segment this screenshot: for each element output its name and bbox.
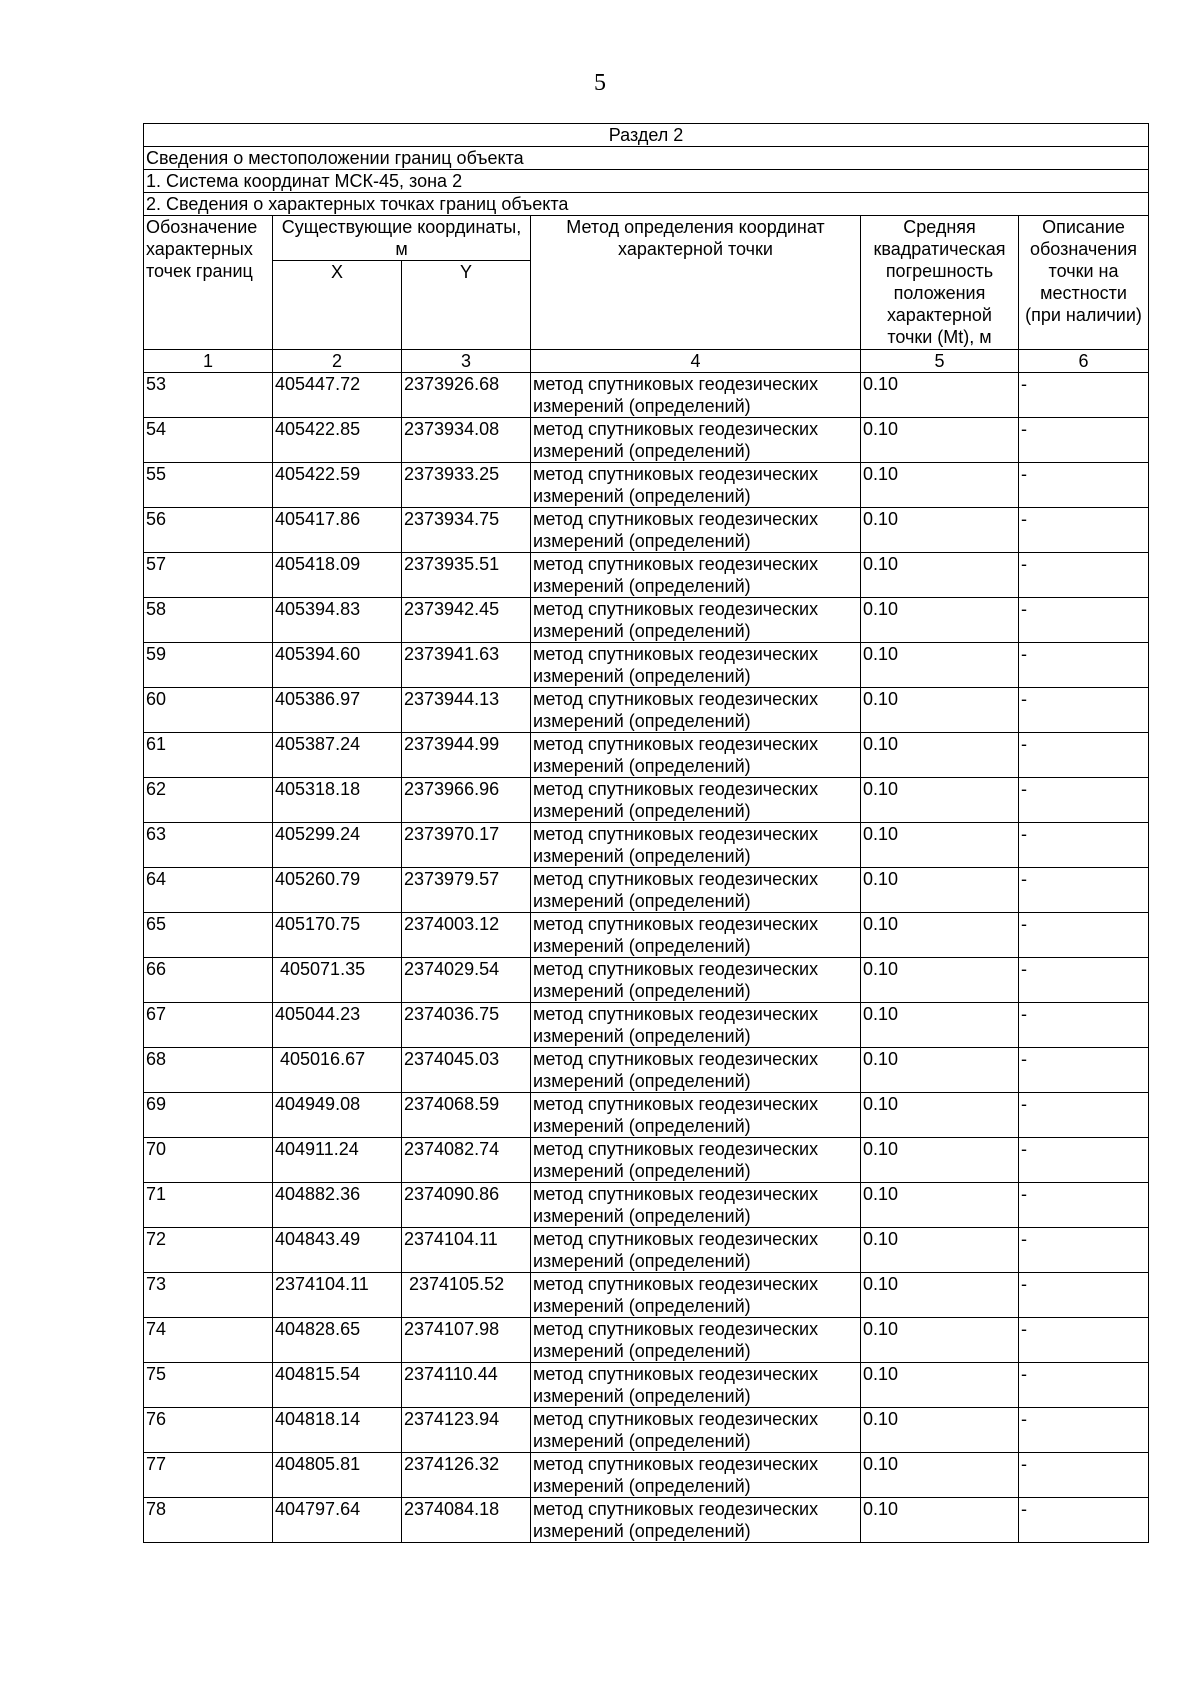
method: метод спутниковых геодезических измерений (определений) xyxy=(531,598,861,643)
mt-error: 0.10 xyxy=(861,1138,1019,1183)
coord-x: 2374104.11 xyxy=(273,1273,402,1318)
method: метод спутниковых геодезических измерений (определений) xyxy=(531,1138,861,1183)
method: метод спутниковых геодезических измерений (определений) xyxy=(531,463,861,508)
coord-x: 405299.24 xyxy=(273,823,402,868)
coord-y: 2374029.54 xyxy=(402,958,531,1003)
table-row xyxy=(144,823,1149,868)
coord-y: 2373933.25 xyxy=(402,463,531,508)
coord-y: 2373941.63 xyxy=(402,643,531,688)
point-description: - xyxy=(1019,1453,1149,1498)
table-row xyxy=(144,1048,1149,1093)
table-row xyxy=(144,1453,1149,1498)
point-description: - xyxy=(1019,1228,1149,1273)
point-description: - xyxy=(1019,553,1149,598)
column-number: 1 xyxy=(144,350,273,373)
table-row xyxy=(144,508,1149,553)
mt-error: 0.10 xyxy=(861,463,1019,508)
section-subtitle: Сведения о местоположении границ объекта xyxy=(144,147,1149,170)
mt-error: 0.10 xyxy=(861,553,1019,598)
point-id: 53 xyxy=(144,373,273,418)
point-description: - xyxy=(1019,1318,1149,1363)
table-row xyxy=(144,913,1149,958)
coord-x: 404911.24 xyxy=(273,1138,402,1183)
coord-y: 2373926.68 xyxy=(402,373,531,418)
point-id: 74 xyxy=(144,1318,273,1363)
mt-error: 0.10 xyxy=(861,1498,1019,1543)
point-id: 73 xyxy=(144,1273,273,1318)
table-row xyxy=(144,1363,1149,1408)
column-number: 6 xyxy=(1019,350,1149,373)
point-id: 70 xyxy=(144,1138,273,1183)
table-row xyxy=(144,1408,1149,1453)
table-row xyxy=(144,733,1149,778)
mt-error: 0.10 xyxy=(861,1408,1019,1453)
mt-error: 0.10 xyxy=(861,1453,1019,1498)
point-description: - xyxy=(1019,958,1149,1003)
table-row xyxy=(144,418,1149,463)
coord-x: 404828.65 xyxy=(273,1318,402,1363)
point-id: 68 xyxy=(144,1048,273,1093)
method: метод спутниковых геодезических измерений (определений) xyxy=(531,823,861,868)
point-description: - xyxy=(1019,643,1149,688)
coord-x: 404797.64 xyxy=(273,1498,402,1543)
coord-x: 405318.18 xyxy=(273,778,402,823)
mt-error: 0.10 xyxy=(861,598,1019,643)
mt-error: 0.10 xyxy=(861,778,1019,823)
coord-x: 405418.09 xyxy=(273,553,402,598)
boundary-points-table xyxy=(143,123,1149,1543)
point-description: - xyxy=(1019,688,1149,733)
point-description: - xyxy=(1019,1093,1149,1138)
column-number: 3 xyxy=(402,350,531,373)
coord-y: 2374110.44 xyxy=(402,1363,531,1408)
header-description: Описание обозначения точки на местности (при наличии) xyxy=(1019,216,1149,350)
mt-error: 0.10 xyxy=(861,1048,1019,1093)
mt-error: 0.10 xyxy=(861,868,1019,913)
method: метод спутниковых геодезических измерений (определений) xyxy=(531,868,861,913)
coord-x: 404815.54 xyxy=(273,1363,402,1408)
mt-error: 0.10 xyxy=(861,688,1019,733)
method: метод спутниковых геодезических измерений (определений) xyxy=(531,733,861,778)
header-x: X xyxy=(273,261,402,350)
method: метод спутниковых геодезических измерений (определений) xyxy=(531,1093,861,1138)
table-row xyxy=(144,958,1149,1003)
column-number: 2 xyxy=(273,350,402,373)
point-description: - xyxy=(1019,418,1149,463)
method: метод спутниковых геодезических измерений (определений) xyxy=(531,553,861,598)
mt-error: 0.10 xyxy=(861,643,1019,688)
coord-y: 2374104.11 xyxy=(402,1228,531,1273)
point-id: 72 xyxy=(144,1228,273,1273)
coord-y: 2373934.08 xyxy=(402,418,531,463)
coord-y: 2374123.94 xyxy=(402,1408,531,1453)
coord-x: 405386.97 xyxy=(273,688,402,733)
table-row xyxy=(144,1138,1149,1183)
point-description: - xyxy=(1019,778,1149,823)
method: метод спутниковых геодезических измерений (определений) xyxy=(531,508,861,553)
point-id: 57 xyxy=(144,553,273,598)
mt-error: 0.10 xyxy=(861,733,1019,778)
point-description: - xyxy=(1019,1138,1149,1183)
coord-y: 2373942.45 xyxy=(402,598,531,643)
point-id: 75 xyxy=(144,1363,273,1408)
table-row xyxy=(144,1498,1149,1543)
table-row xyxy=(144,688,1149,733)
point-description: - xyxy=(1019,1363,1149,1408)
header-method: Метод определения координат характерной точки xyxy=(531,216,861,350)
point-description: - xyxy=(1019,1498,1149,1543)
point-description: - xyxy=(1019,868,1149,913)
coord-x: 405394.83 xyxy=(273,598,402,643)
coord-x: 405447.72 xyxy=(273,373,402,418)
point-description: - xyxy=(1019,508,1149,553)
coord-x: 404805.81 xyxy=(273,1453,402,1498)
coord-x: 405394.60 xyxy=(273,643,402,688)
point-id: 66 xyxy=(144,958,273,1003)
point-description: - xyxy=(1019,1408,1149,1453)
table-row xyxy=(144,553,1149,598)
mt-error: 0.10 xyxy=(861,1003,1019,1048)
table-row xyxy=(144,1003,1149,1048)
coord-x: 404949.08 xyxy=(273,1093,402,1138)
point-id: 61 xyxy=(144,733,273,778)
point-id: 71 xyxy=(144,1183,273,1228)
point-description: - xyxy=(1019,1048,1149,1093)
header-y: Y xyxy=(402,261,531,350)
method: метод спутниковых геодезических измерений (определений) xyxy=(531,373,861,418)
coord-y: 2373979.57 xyxy=(402,868,531,913)
coord-x: 405071.35 xyxy=(273,958,402,1003)
point-description: - xyxy=(1019,733,1149,778)
coord-y: 2373934.75 xyxy=(402,508,531,553)
coord-x: 405044.23 xyxy=(273,1003,402,1048)
table-row xyxy=(144,373,1149,418)
point-id: 76 xyxy=(144,1408,273,1453)
point-id: 54 xyxy=(144,418,273,463)
point-description: - xyxy=(1019,598,1149,643)
page-number: 5 xyxy=(594,70,606,96)
point-id: 58 xyxy=(144,598,273,643)
point-id: 78 xyxy=(144,1498,273,1543)
method: метод спутниковых геодезических измерений (определений) xyxy=(531,1003,861,1048)
point-id: 65 xyxy=(144,913,273,958)
coord-x: 405260.79 xyxy=(273,868,402,913)
point-description: - xyxy=(1019,1183,1149,1228)
header-error: Средняя квадратическая погрешность положения характерной точки (Mt), м xyxy=(861,216,1019,350)
point-id: 64 xyxy=(144,868,273,913)
mt-error: 0.10 xyxy=(861,508,1019,553)
table-row xyxy=(144,598,1149,643)
mt-error: 0.10 xyxy=(861,418,1019,463)
coord-y: 2374036.75 xyxy=(402,1003,531,1048)
coord-x: 404882.36 xyxy=(273,1183,402,1228)
column-number: 4 xyxy=(531,350,861,373)
header-designation: Обозначение характерных точек границ xyxy=(144,216,273,350)
point-id: 55 xyxy=(144,463,273,508)
table-row xyxy=(144,868,1149,913)
point-description: - xyxy=(1019,1003,1149,1048)
mt-error: 0.10 xyxy=(861,958,1019,1003)
table-row xyxy=(144,1228,1149,1273)
points-heading: 2. Сведения о характерных точках границ объекта xyxy=(144,193,1149,216)
method: метод спутниковых геодезических измерений (определений) xyxy=(531,1183,861,1228)
coord-y: 2373970.17 xyxy=(402,823,531,868)
coord-x: 404843.49 xyxy=(273,1228,402,1273)
mt-error: 0.10 xyxy=(861,823,1019,868)
method: метод спутниковых геодезических измерений (определений) xyxy=(531,1318,861,1363)
method: метод спутниковых геодезических измерений (определений) xyxy=(531,913,861,958)
table-row xyxy=(144,778,1149,823)
mt-error: 0.10 xyxy=(861,1228,1019,1273)
method: метод спутниковых геодезических измерений (определений) xyxy=(531,418,861,463)
coord-x: 405170.75 xyxy=(273,913,402,958)
point-id: 60 xyxy=(144,688,273,733)
coord-x: 405422.59 xyxy=(273,463,402,508)
table-row xyxy=(144,1318,1149,1363)
coordinate-system: 1. Система координат МСК-45, зона 2 xyxy=(144,170,1149,193)
point-id: 77 xyxy=(144,1453,273,1498)
coord-y: 2374003.12 xyxy=(402,913,531,958)
point-id: 69 xyxy=(144,1093,273,1138)
coord-y: 2373935.51 xyxy=(402,553,531,598)
method: метод спутниковых геодезических измерений (определений) xyxy=(531,688,861,733)
coord-x: 405422.85 xyxy=(273,418,402,463)
coord-y: 2374105.52 xyxy=(402,1273,531,1318)
point-id: 59 xyxy=(144,643,273,688)
point-id: 63 xyxy=(144,823,273,868)
method: метод спутниковых геодезических измерений (определений) xyxy=(531,778,861,823)
coord-y: 2374045.03 xyxy=(402,1048,531,1093)
point-id: 62 xyxy=(144,778,273,823)
point-description: - xyxy=(1019,823,1149,868)
method: метод спутниковых геодезических измерений (определений) xyxy=(531,1273,861,1318)
coord-y: 2374126.32 xyxy=(402,1453,531,1498)
mt-error: 0.10 xyxy=(861,913,1019,958)
table-row xyxy=(144,643,1149,688)
coord-x: 404818.14 xyxy=(273,1408,402,1453)
mt-error: 0.10 xyxy=(861,1318,1019,1363)
column-number: 5 xyxy=(861,350,1019,373)
coord-x: 405417.86 xyxy=(273,508,402,553)
coord-y: 2374084.18 xyxy=(402,1498,531,1543)
mt-error: 0.10 xyxy=(861,373,1019,418)
mt-error: 0.10 xyxy=(861,1093,1019,1138)
coord-y: 2373966.96 xyxy=(402,778,531,823)
coord-y: 2374068.59 xyxy=(402,1093,531,1138)
method: метод спутниковых геодезических измерений (определений) xyxy=(531,643,861,688)
section-title: Раздел 2 xyxy=(144,124,1149,147)
point-description: - xyxy=(1019,913,1149,958)
coord-y: 2374082.74 xyxy=(402,1138,531,1183)
coord-y: 2373944.13 xyxy=(402,688,531,733)
point-id: 67 xyxy=(144,1003,273,1048)
table-row xyxy=(144,463,1149,508)
mt-error: 0.10 xyxy=(861,1363,1019,1408)
table-row xyxy=(144,1183,1149,1228)
coord-x: 405016.67 xyxy=(273,1048,402,1093)
method: метод спутниковых геодезических измерений (определений) xyxy=(531,958,861,1003)
point-description: - xyxy=(1019,463,1149,508)
table-row xyxy=(144,1273,1149,1318)
point-id: 56 xyxy=(144,508,273,553)
coord-y: 2374107.98 xyxy=(402,1318,531,1363)
point-description: - xyxy=(1019,373,1149,418)
mt-error: 0.10 xyxy=(861,1273,1019,1318)
method: метод спутниковых геодезических измерений (определений) xyxy=(531,1498,861,1543)
point-description: - xyxy=(1019,1273,1149,1318)
method: метод спутниковых геодезических измерений (определений) xyxy=(531,1453,861,1498)
header-coordinates: Существующие координаты, м xyxy=(273,216,531,261)
method: метод спутниковых геодезических измерений (определений) xyxy=(531,1363,861,1408)
method: метод спутниковых геодезических измерений (определений) xyxy=(531,1408,861,1453)
coord-y: 2374090.86 xyxy=(402,1183,531,1228)
table-row xyxy=(144,1093,1149,1138)
mt-error: 0.10 xyxy=(861,1183,1019,1228)
method: метод спутниковых геодезических измерений (определений) xyxy=(531,1048,861,1093)
coord-x: 405387.24 xyxy=(273,733,402,778)
method: метод спутниковых геодезических измерений (определений) xyxy=(531,1228,861,1273)
coord-y: 2373944.99 xyxy=(402,733,531,778)
